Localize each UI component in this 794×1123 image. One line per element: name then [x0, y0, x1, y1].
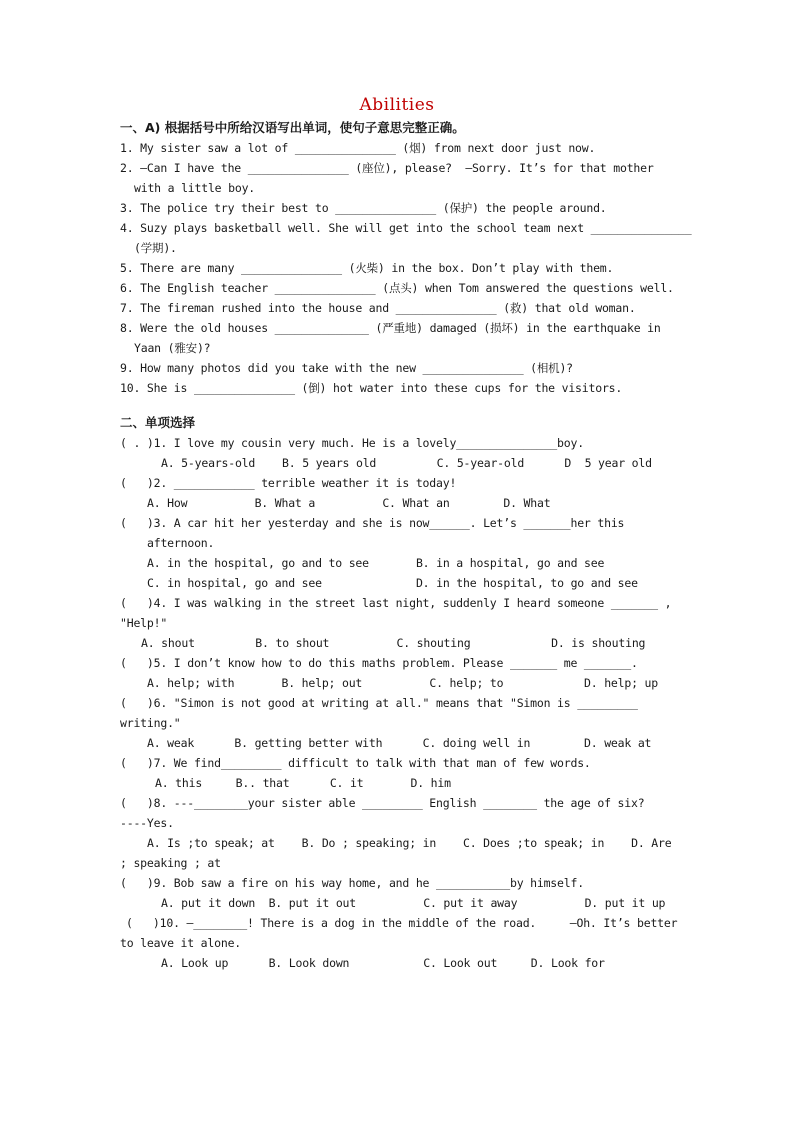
- section-1-heading: 一、A) 根据括号中所给汉语写出单词，使句子意思完整正确。: [120, 120, 465, 135]
- s2-line-12: ( )5. I don’t know how to do this maths problem. Please _______ me _______.: [120, 656, 638, 670]
- s1-line-8: 6. The English teacher _______________ (点头) when Tom answered the questions well.: [120, 281, 674, 295]
- s2-line-3: ( )2. ____________ terrible weather it is today!: [120, 476, 457, 490]
- s2-line-24: A. put it down B. put it out C. put it away D. put it up: [161, 896, 666, 910]
- s2-line-26: to leave it alone.: [120, 936, 242, 950]
- s1-line-13: 10. She is _______________ (倒) hot water into these cups for the visitors.: [120, 381, 623, 395]
- s2-line-14: ( )6. "Simon is not good at writing at all." means that "Simon is _________: [120, 696, 638, 710]
- s2-line-8: C. in hospital, go and see D. in the hospital, to go and see: [147, 576, 638, 590]
- s2-line-16: A. weak B. getting better with C. doing well in D. weak at: [147, 736, 652, 750]
- s2-line-1: ( . )1. I love my cousin very much. He is a lovely_______________boy.: [120, 436, 584, 450]
- s1-line-10: 8. Were the old houses ______________ (严重地) damaged (损坏) in the earthquake in: [120, 321, 661, 335]
- s2-line-21: A. Is ;to speak; at B. Do ; speaking; in C. Does ;to speak; in D. Are: [147, 836, 672, 850]
- s1-line-9: 7. The fireman rushed into the house and _______________ (救) that old woman.: [120, 301, 636, 315]
- s1-line-4: 3. The police try their best to _______________ (保护) the people around.: [120, 201, 607, 215]
- s1-line-11: Yaan (雅安)?: [134, 341, 211, 355]
- s2-line-25: ( )10. —________! There is a dog in the middle of the road. —Oh. It’s better: [126, 916, 678, 930]
- s1-line-1: 1. My sister saw a lot of _______________ (烟) from next door just now.: [120, 141, 596, 155]
- s2-line-11: A. shout B. to shout C. shouting D. is shouting: [141, 636, 646, 650]
- s2-line-27: A. Look up B. Look down C. Look out D. Look for: [161, 956, 605, 970]
- s1-line-5: 4. Suzy plays basketball well. She will get into the school team next _______________: [120, 221, 692, 235]
- s2-line-22: ; speaking ; at: [120, 856, 221, 870]
- s2-line-17: ( )7. We find_________ difficult to talk with that man of few words.: [120, 756, 591, 770]
- section-2-heading: 二、单项选择: [120, 415, 196, 430]
- s2-line-13: A. help; with B. help; out C. help; to D. help; up: [147, 676, 658, 690]
- s2-line-15: writing.": [120, 716, 181, 730]
- s2-line-5: ( )3. A car hit her yesterday and she is now______. Let’s _______her this: [120, 516, 625, 530]
- s2-line-20: ----Yes.: [120, 816, 174, 830]
- s2-line-7: A. in the hospital, go and to see B. in a hospital, go and see: [147, 556, 605, 570]
- s1-line-7: 5. There are many _______________ (火柴) in the box. Don’t play with them.: [120, 261, 614, 275]
- s2-line-18: A. this B.. that C. it D. him: [155, 776, 451, 790]
- page-title: Abilities: [359, 95, 435, 115]
- s2-line-2: A. 5-years-old B. 5 years old C. 5-year-old D 5 year old: [161, 456, 652, 470]
- s1-line-6: (学期).: [134, 241, 177, 255]
- s2-line-23: ( )9. Bob saw a fire on his way home, and he ___________by himself.: [120, 876, 584, 890]
- s2-line-9: ( )4. I was walking in the street last night, suddenly I heard someone _______ ,: [120, 596, 672, 610]
- s1-line-3: with a little boy.: [134, 181, 256, 195]
- s2-line-10: "Help!": [120, 616, 168, 630]
- s1-line-12: 9. How many photos did you take with the new _______________ (相机)?: [120, 361, 573, 375]
- s2-line-19: ( )8. ---________your sister able _________ English ________ the age of six?: [120, 796, 645, 810]
- s2-line-6: afternoon.: [147, 536, 215, 550]
- s1-line-2: 2. —Can I have the _______________ (座位), please? —Sorry. It’s for that mother: [120, 161, 654, 175]
- s2-line-4: A. How B. What a C. What an D. What: [147, 496, 551, 510]
